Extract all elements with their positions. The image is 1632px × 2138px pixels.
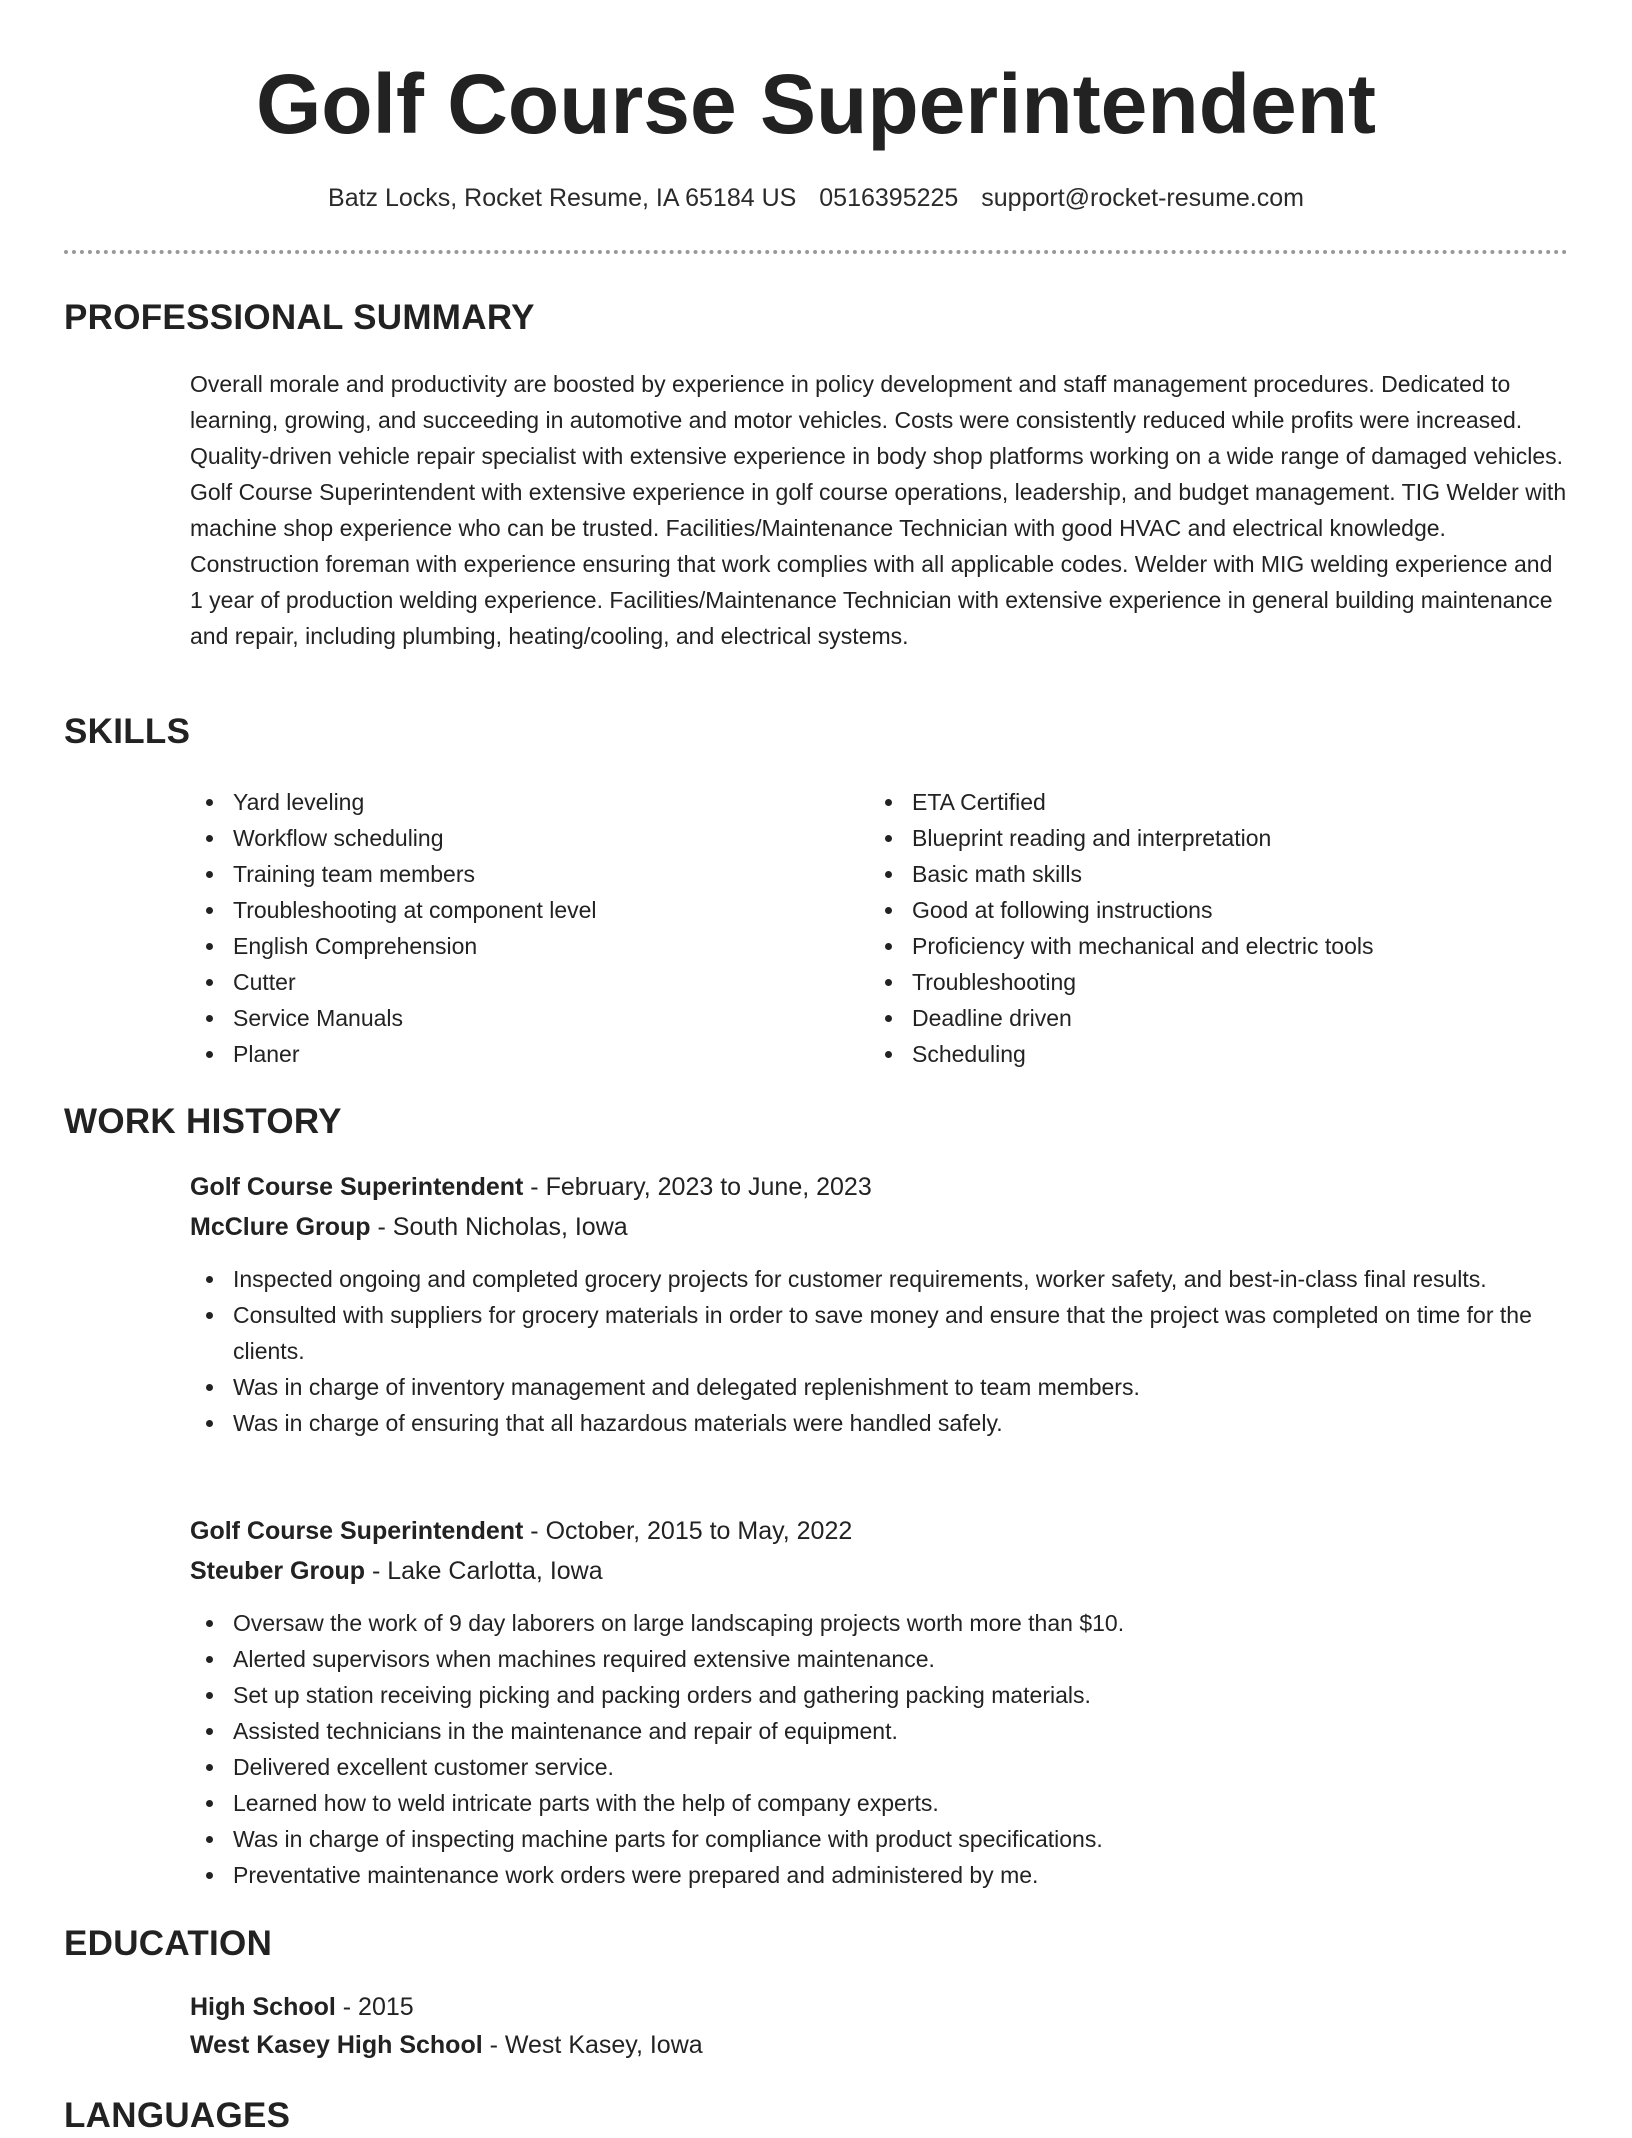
skill-item: Basic math skills [869,856,1373,892]
skill-item: Workflow scheduling [190,820,597,856]
job-role: Golf Course Superintendent [190,1517,524,1545]
job-bullet: Delivered excellent customer service. [190,1749,1568,1785]
education-school: West Kasey High School [190,2031,483,2059]
job-bullet: Assisted technicians in the maintenance and repair of equipment. [190,1713,1568,1749]
skill-item: Blueprint reading and interpretation [869,820,1373,856]
skill-item: Good at following instructions [869,892,1373,928]
job-title-line [190,1512,852,1550]
summary-text: Overall morale and productivity are boosted by experience in policy development and staff management procedures. Dedicated to learning, growing, and succeeding in automotive and motor vehicles. Costs were consistently reduced while profits were increased. Quality-driven vehicle repair specialist with extensive experience in body shop platforms working on a wide range of damaged vehicles. Golf Course Superintendent with extensive experience in golf course operations, leadership, and budget management. TIG Welder with machine shop experience who can be trusted. Facilities/Maintenance Technician with good HVAC and electrical knowledge. Construction foreman with experience ensuring that work complies with all applicable codes. Welder with MIG welding experience and 1 year of production welding experience. Facilities/Maintenance Technician with extensive experience in general building maintenance and repair, including plumbing, heating/cooling, and electrical systems. [190,371,1567,649]
skill-item: Yard leveling [190,784,597,820]
skill-item: Troubleshooting [869,964,1373,1000]
skill-item: Service Manuals [190,1000,597,1036]
contact-phone: 0516395225 [819,184,959,212]
job-title-line [190,1168,872,1206]
job-bullets [190,1605,1568,1893]
skills-list-right [869,784,1373,1072]
skills-heading: SKILLS [64,712,191,751]
skill-item: ETA Certified [869,784,1373,820]
job-bullet: Oversaw the work of 9 day laborers on large landscaping projects worth more than $10. [190,1605,1568,1641]
skill-item: Troubleshooting at component level [190,892,597,928]
skill-item: Scheduling [869,1036,1373,1072]
languages-heading: LANGUAGES [64,2096,291,2135]
job-company-line [190,1208,628,1246]
summary-heading: PROFESSIONAL SUMMARY [64,298,535,337]
resume-name: Golf Course Superintendent [255,57,1377,151]
skill-item: English Comprehension [190,928,597,964]
contact-email[interactable]: support@rocket-resume.com [981,184,1304,212]
education-location: - West Kasey, Iowa [482,2031,703,2059]
skill-item: Training team members [190,856,597,892]
job-bullets [190,1261,1568,1441]
contact-line [0,180,1632,216]
education-heading: EDUCATION [64,1924,273,1963]
skill-item: Cutter [190,964,597,1000]
job-bullet: Learned how to weld intricate parts with the help of company experts. [190,1785,1568,1821]
skill-item: Planer [190,1036,597,1072]
job-location: - Lake Carlotta, Iowa [365,1557,603,1585]
job-dates: - October, 2015 to May, 2022 [523,1517,853,1545]
job-company: Steuber Group [190,1557,366,1585]
job-dates: - February, 2023 to June, 2023 [523,1173,872,1201]
skills-list-left [190,784,597,1072]
job-company-line [190,1552,603,1590]
job-bullet: Consulted with suppliers for grocery materials in order to save money and ensure that the project was completed on time for the clients. [190,1297,1568,1369]
job-bullet: Alerted supervisors when machines required extensive maintenance. [190,1641,1568,1677]
education-year: - 2015 [335,1993,414,2021]
education-school-line [190,2026,703,2064]
job-bullet: Was in charge of ensuring that all hazardous materials were handled safely. [190,1405,1568,1441]
job-location: - South Nicholas, Iowa [370,1213,628,1241]
skill-item: Deadline driven [869,1000,1373,1036]
header-divider [64,250,1568,254]
job-bullet: Was in charge of inspecting machine parts for compliance with product specifications. [190,1821,1568,1857]
job-bullet: Was in charge of inventory management and delegated replenishment to team members. [190,1369,1568,1405]
skill-item: Proficiency with mechanical and electric tools [869,928,1373,964]
job-bullet: Preventative maintenance work orders were prepared and administered by me. [190,1857,1568,1893]
job-role: Golf Course Superintendent [190,1173,524,1201]
contact-address: Batz Locks, Rocket Resume, IA 65184 US [328,184,797,212]
job-bullet: Inspected ongoing and completed grocery projects for customer requirements, worker safety, and best-in-class final results. [190,1261,1568,1297]
education-degree: High School [190,1993,336,2021]
job-bullet: Set up station receiving picking and packing orders and gathering packing materials. [190,1677,1568,1713]
job-company: McClure Group [190,1213,371,1241]
education-degree-line [190,1988,414,2026]
work-history-heading: WORK HISTORY [64,1102,342,1141]
